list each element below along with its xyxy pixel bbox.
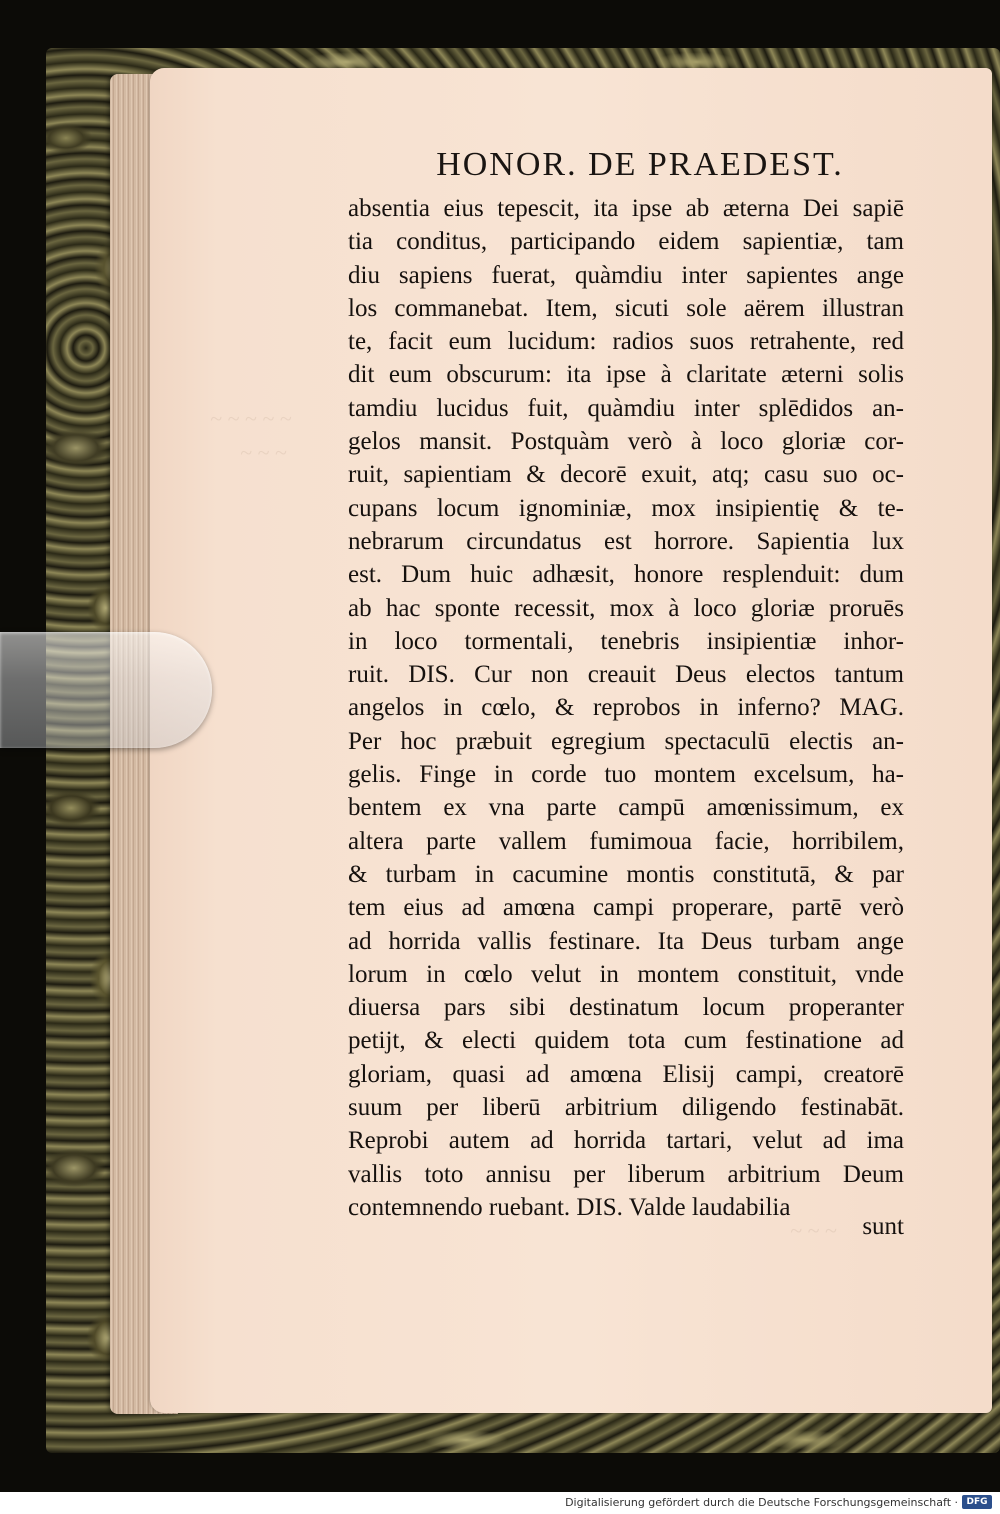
show-through-mark: ~ ~ ~ [790, 1218, 837, 1243]
clasp-strap [0, 632, 212, 748]
text-line: diuersa pars sibi destinatum locum properanter [348, 994, 904, 1022]
text-line: ab hac sponte recessit, mox à loco gloriæ proruēs [348, 594, 904, 622]
text-block [348, 192, 904, 1224]
text-line: angelos in cœlo, & reprobos in inferno? MAG. [348, 694, 904, 722]
footer-bar [0, 1492, 1000, 1514]
text-line: est. Dum huic adhæsit, honore resplenduit: dum [348, 561, 904, 589]
dfg-logo: DFG [962, 1495, 992, 1509]
text-line: tia conditus, participando eidem sapientiæ, tam [348, 228, 904, 256]
text-line: tem eius ad amœna campi properare, partē verò [348, 894, 904, 922]
text-line: & turbam in cacumine montis constitutā, & par [348, 860, 904, 888]
catchword: sunt [862, 1213, 904, 1240]
text-line: dit eum obscurum: ita ipse à claritate æterni solis [348, 361, 904, 389]
text-line: altera parte vallem fumimoua facie, horribilem, [348, 827, 904, 855]
text-line: los commanebat. Item, sicuti sole aërem illustran [348, 294, 904, 322]
text-line: lorum in cœlo velut in montem constituit, vnde [348, 960, 904, 988]
text-line: nebrarum circundatus est horrore. Sapientia lux [348, 527, 904, 555]
text-line: absentia eius tepescit, ita ipse ab æterna Dei sapiē [348, 195, 904, 222]
text-line: bentem ex vna parte campū amœnissimum, ex [348, 794, 904, 822]
text-line: ad horrida vallis festinare. Ita Deus turbam ange [348, 927, 904, 955]
text-line: ruit. DIS. Cur non creauit Deus electos tantum [348, 661, 904, 689]
text-line: in loco tormentali, tenebris insipientiæ inhor- [348, 627, 904, 655]
text-line: petijt, & electi quidem tota cum festinatione ad [348, 1027, 904, 1055]
text-line: tamdiu lucidus fuit, quàmdiu inter splēdidos an- [348, 394, 904, 422]
text-line: gloriam, quasi ad amœna Elisij campi, creatorē [348, 1060, 904, 1088]
text-line: contemnendo ruebant. DIS. Valde laudabilia [348, 1193, 791, 1221]
text-line: ruit, sapientiam & decorē exuit, atq; casu suo oc- [348, 461, 904, 489]
show-through-mark: ~ ~ ~ [240, 440, 287, 465]
text-line: vallis toto annisu per liberum arbitrium Deum [348, 1160, 904, 1188]
text-line: cupans locum ignominiæ, mox insipientię & te- [348, 494, 904, 522]
running-head: HONOR. DE PRAEDEST. [436, 146, 844, 183]
text-line: te, facit eum lucidum: radios suos retrahente, red [348, 328, 904, 356]
text-line: Per hoc præbuit egregium spectaculū electis an- [348, 727, 904, 755]
show-through-mark: ~ ~ ~ ~ ~ [210, 406, 292, 431]
text-line: gelis. Finge in corde tuo montem excelsum, ha- [348, 761, 904, 789]
text-line: Reprobi autem ad horrida tartari, velut ad ima [348, 1127, 904, 1155]
text-line: suum per liberū arbitrium diligendo festinabāt. [348, 1094, 904, 1122]
text-line: diu sapiens fuerat, quàmdiu inter sapientes ange [348, 261, 904, 289]
book-page [150, 68, 992, 1413]
funding-credit: Digitalisierung gefördert durch die Deutsche Forschungsgemeinschaft · [565, 1496, 958, 1509]
text-line: gelos mansit. Postquàm verò à loco gloriæ cor- [348, 428, 904, 456]
